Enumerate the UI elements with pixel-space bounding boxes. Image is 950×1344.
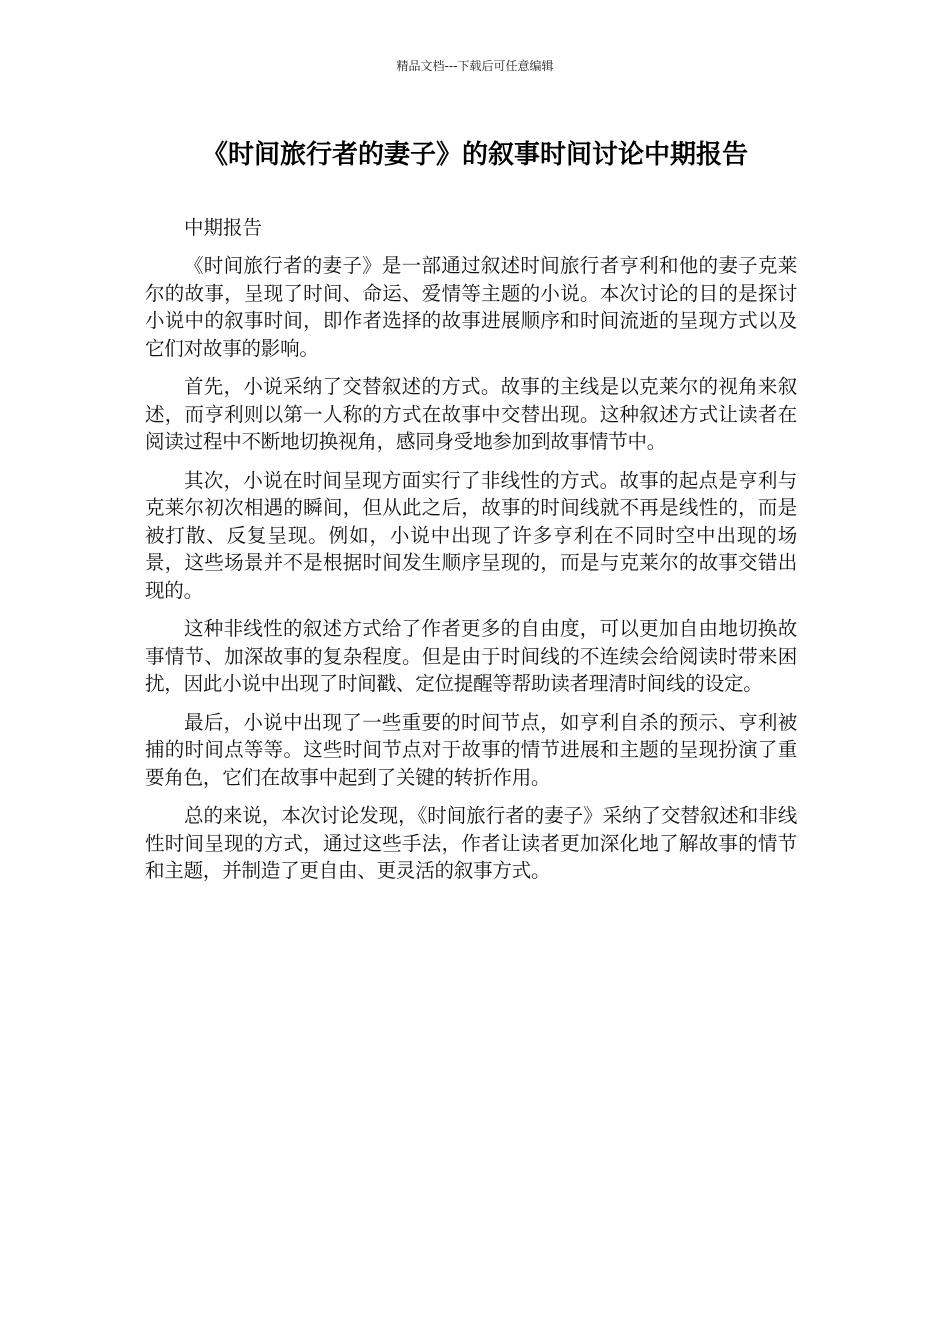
paragraph-narrative-freedom: 这种非线性的叙述方式给了作者更多的自由度，可以更加自由地切换故事情节、加深故事的复杂程度。但是由于时间线的不连续会给阅读时带来困扰，因此小说中出现了时间戳、定位提醒等帮助读者理清时间线的设定。: [145, 617, 797, 695]
paragraph-intro: 《时间旅行者的妻子》是一部通过叙述时间旅行者亨利和他的妻子克莱尔的故事，呈现了时间、命运、爱情等主题的小说。本次讨论的目的是探讨小说中的叙事时间，即作者选择的故事进展顺序和时间流逝的呈现方式以及它们对故事的影响。: [145, 254, 797, 360]
paragraph-conclusion: 总的来说，本次讨论发现，《时间旅行者的妻子》采纳了交替叙述和非线性时间呈现的方式，通过这些手法，作者让读者更加深化地了解故事的情节和主题，并制造了更自由、更灵活的叙事方式。: [145, 804, 797, 882]
section-subheading: 中期报告: [184, 216, 263, 239]
paragraph-time-nodes: 最后，小说中出现了一些重要的时间节点，如亨利自杀的预示、亨利被捕的时间点等等。这些时间节点对于故事的情节进展和主题的呈现扮演了重要角色，它们在故事中起到了关键的转折作用。: [145, 710, 797, 789]
paragraph-alternating-narration: 首先，小说采纳了交替叙述的方式。故事的主线是以克莱尔的视角来叙述，而亨利则以第一人称的方式在故事中交替出现。这种叙述方式让读者在阅读过程中不断地切换视角，感同身受地参加到故事情节中。: [145, 375, 797, 453]
document-body: [145, 214, 797, 896]
page-header-note: 精品文档---下载后可任意编辑: [396, 59, 554, 73]
document-title: 《时间旅行者的妻子》的叙事时间讨论中期报告: [201, 140, 748, 170]
paragraph-nonlinear-time: 其次，小说在时间呈现方面实行了非线性的方式。故事的起点是亨利与克莱尔初次相遇的瞬间，但从此之后，故事的时间线就不再是线性的，而是被打散、反复呈现。例如，小说中出现了许多亨利在不同时空中出现的场景，这些场景并不是根据时间发生顺序呈现的，而是与克莱尔的故事交错出现的。: [145, 468, 797, 602]
